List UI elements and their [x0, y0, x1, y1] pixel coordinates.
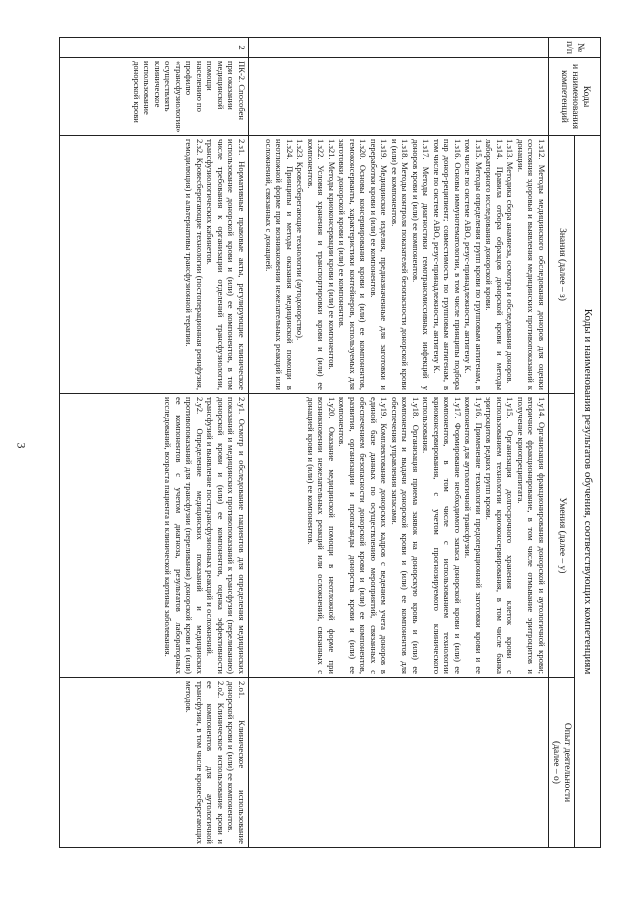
row-knowledge: 1.з12. Методы медицинского обследования доноров для оценки состояния здоровья и выявления медицинских противопоказаний к донации. 1.з13. Методика сбора анамнеза, осмотра и обследования доноров. 1.з14. Правила отбора образцов донорской крови и методы лабораторного исследования донорской крови. 1.з15. Методы определения групп крови по групповым антигенам, в том числе по системе АВО, резус-принадлежности, антигену К. 1.з16. Основы иммунотематологии, в том числе принципы подбора пар донор-реципиент; совместимость по групповым антигенам, в том числе по системе АВО, резус-принадлежности, антигену К. 1.з17. Методы диагностики гемотрансмиссивных инфекций у доноров крови и (или) ее компонентов. 1.з18. Методы контроля показателей безопасности донорской крови и (или) ее компонентов. 1.з19. Медицинские изделия, предназначенные для заготовки и переработки крови и (или) ее компонентов. 1.з20. Основы консервирования крови и (или) ее компонентов, гемоконсерванты, характеристики контейнеров, используемых для заготовки донорской крови и (или) ее компонентов. 1.з21. Методы криоконсервации крови и (или) ее компонентов. 1.з22. Условия хранения и транспортировки крови и (или) ее компонентов. 1.з23. Кровесберегающие технологии (аутодонорство). 1.з24. Принципы и методы оказания медицинской помощи в неотложной форме при возникновении нежелательных реакций или осложнений, связанных с донацией. — [249, 136, 549, 394]
row-skills: 2.у1. Осмотр и обследование пациентов для определения медицинских показаний и медицинских противопоказаний к трансфузии (переливанию) донорской крови и (или) ее компонентов, оценка эффективности трансфузий и выявление посттрансфузионных реакций и осложнений. 2.у2. Определение медицинских показаний и медицинских противопоказаний для трансфузии (переливания) донорской крови и (или) ее компонентов с учетом диагноза, результатов лабораторных исследований, возраста пациента и клинической картины заболевания. — [60, 394, 249, 678]
row-experience: 2.о1. Клиническое использование донорской крови и (или) ее компонентов. 2.о2. Клиническое использование крови и ее компонентов для аутологичной трансфузии, в том числе кровесберегающих методов. — [60, 678, 249, 848]
row-code: ПК-2. Способен при оказании медицинской помощи населению по профилю «трансфузиология» осуществлять клиническое использование донорской крови — [60, 58, 249, 136]
header-skills: Умения (далее – у) — [549, 394, 575, 678]
page-number: 3 — [14, 442, 29, 449]
table-row — [60, 38, 249, 848]
header-code: Коды и наименования компетенций — [549, 58, 601, 136]
header-num: № п/п — [549, 38, 601, 58]
header-main: Коды и наименования результатов обучения, соответствующих компетенциям — [575, 136, 601, 848]
header-knowledge: Знания (далее – з) — [549, 136, 575, 394]
table-row — [249, 38, 549, 848]
competency-table — [59, 37, 601, 848]
row-knowledge: 2.з1. Нормативные правовые акты, регулирующие клиническое использование донорской крови и (или) ее компонентов, в том числе требования к организации отделений трансфузиологии, трансфузиологических кабинетов. 2.з2. Кровесберегающие технологии (постоперационная реинфузия, гемодилюция) и альтернативы трансфузионной терапии. — [60, 136, 249, 394]
row-number — [249, 38, 549, 58]
rotated-page — [59, 37, 601, 847]
row-experience — [249, 678, 549, 848]
row-number: 2 — [60, 38, 249, 58]
row-code — [249, 58, 549, 136]
row-skills: 1.у14. Организация фракционирования донорской и аутологичной крови; вторичное фракционирование, в том числе отмывание эритроцитов и получение криопреципитата. 1.у15. Организация долгосрочного хранения клеток крови с использованием технологии криоконсервирования, в том числе банка эритроцитов редких групп крови. 1.у16. Применение технологии предоперационной заготовки крови и ее компонентов для аутологичной трансфузии. 1.у17. Формирование необходимого запаса донорской крови и (или) ее компонентов, в том числе с использованием технологии криоконсервирования, с учетом прогнозируемого клинического использования. 1.у18. Организация приема заявок на донорскую кровь и (или) ее компоненты и выдачи донорской крови и (или) ее компонентов для обеспечения управления запасами. 1.у19. Комплектование донорских кадров с ведением учета доноров в единой базе данных по осуществлению мероприятий, связанных с обеспечением безопасности донорской крови и (или) ее компонентов, развития, организации и пропаганды донорства крови и (или) ее компонентов. 1.у20. Оказание медицинской помощи в неотложной форме при возникновении нежелательных реакций или осложнений, связанных с донацией крови и (или) ее компонентов. — [249, 394, 549, 678]
header-experience: Опыт деятельности (далее – о) — [549, 678, 575, 848]
